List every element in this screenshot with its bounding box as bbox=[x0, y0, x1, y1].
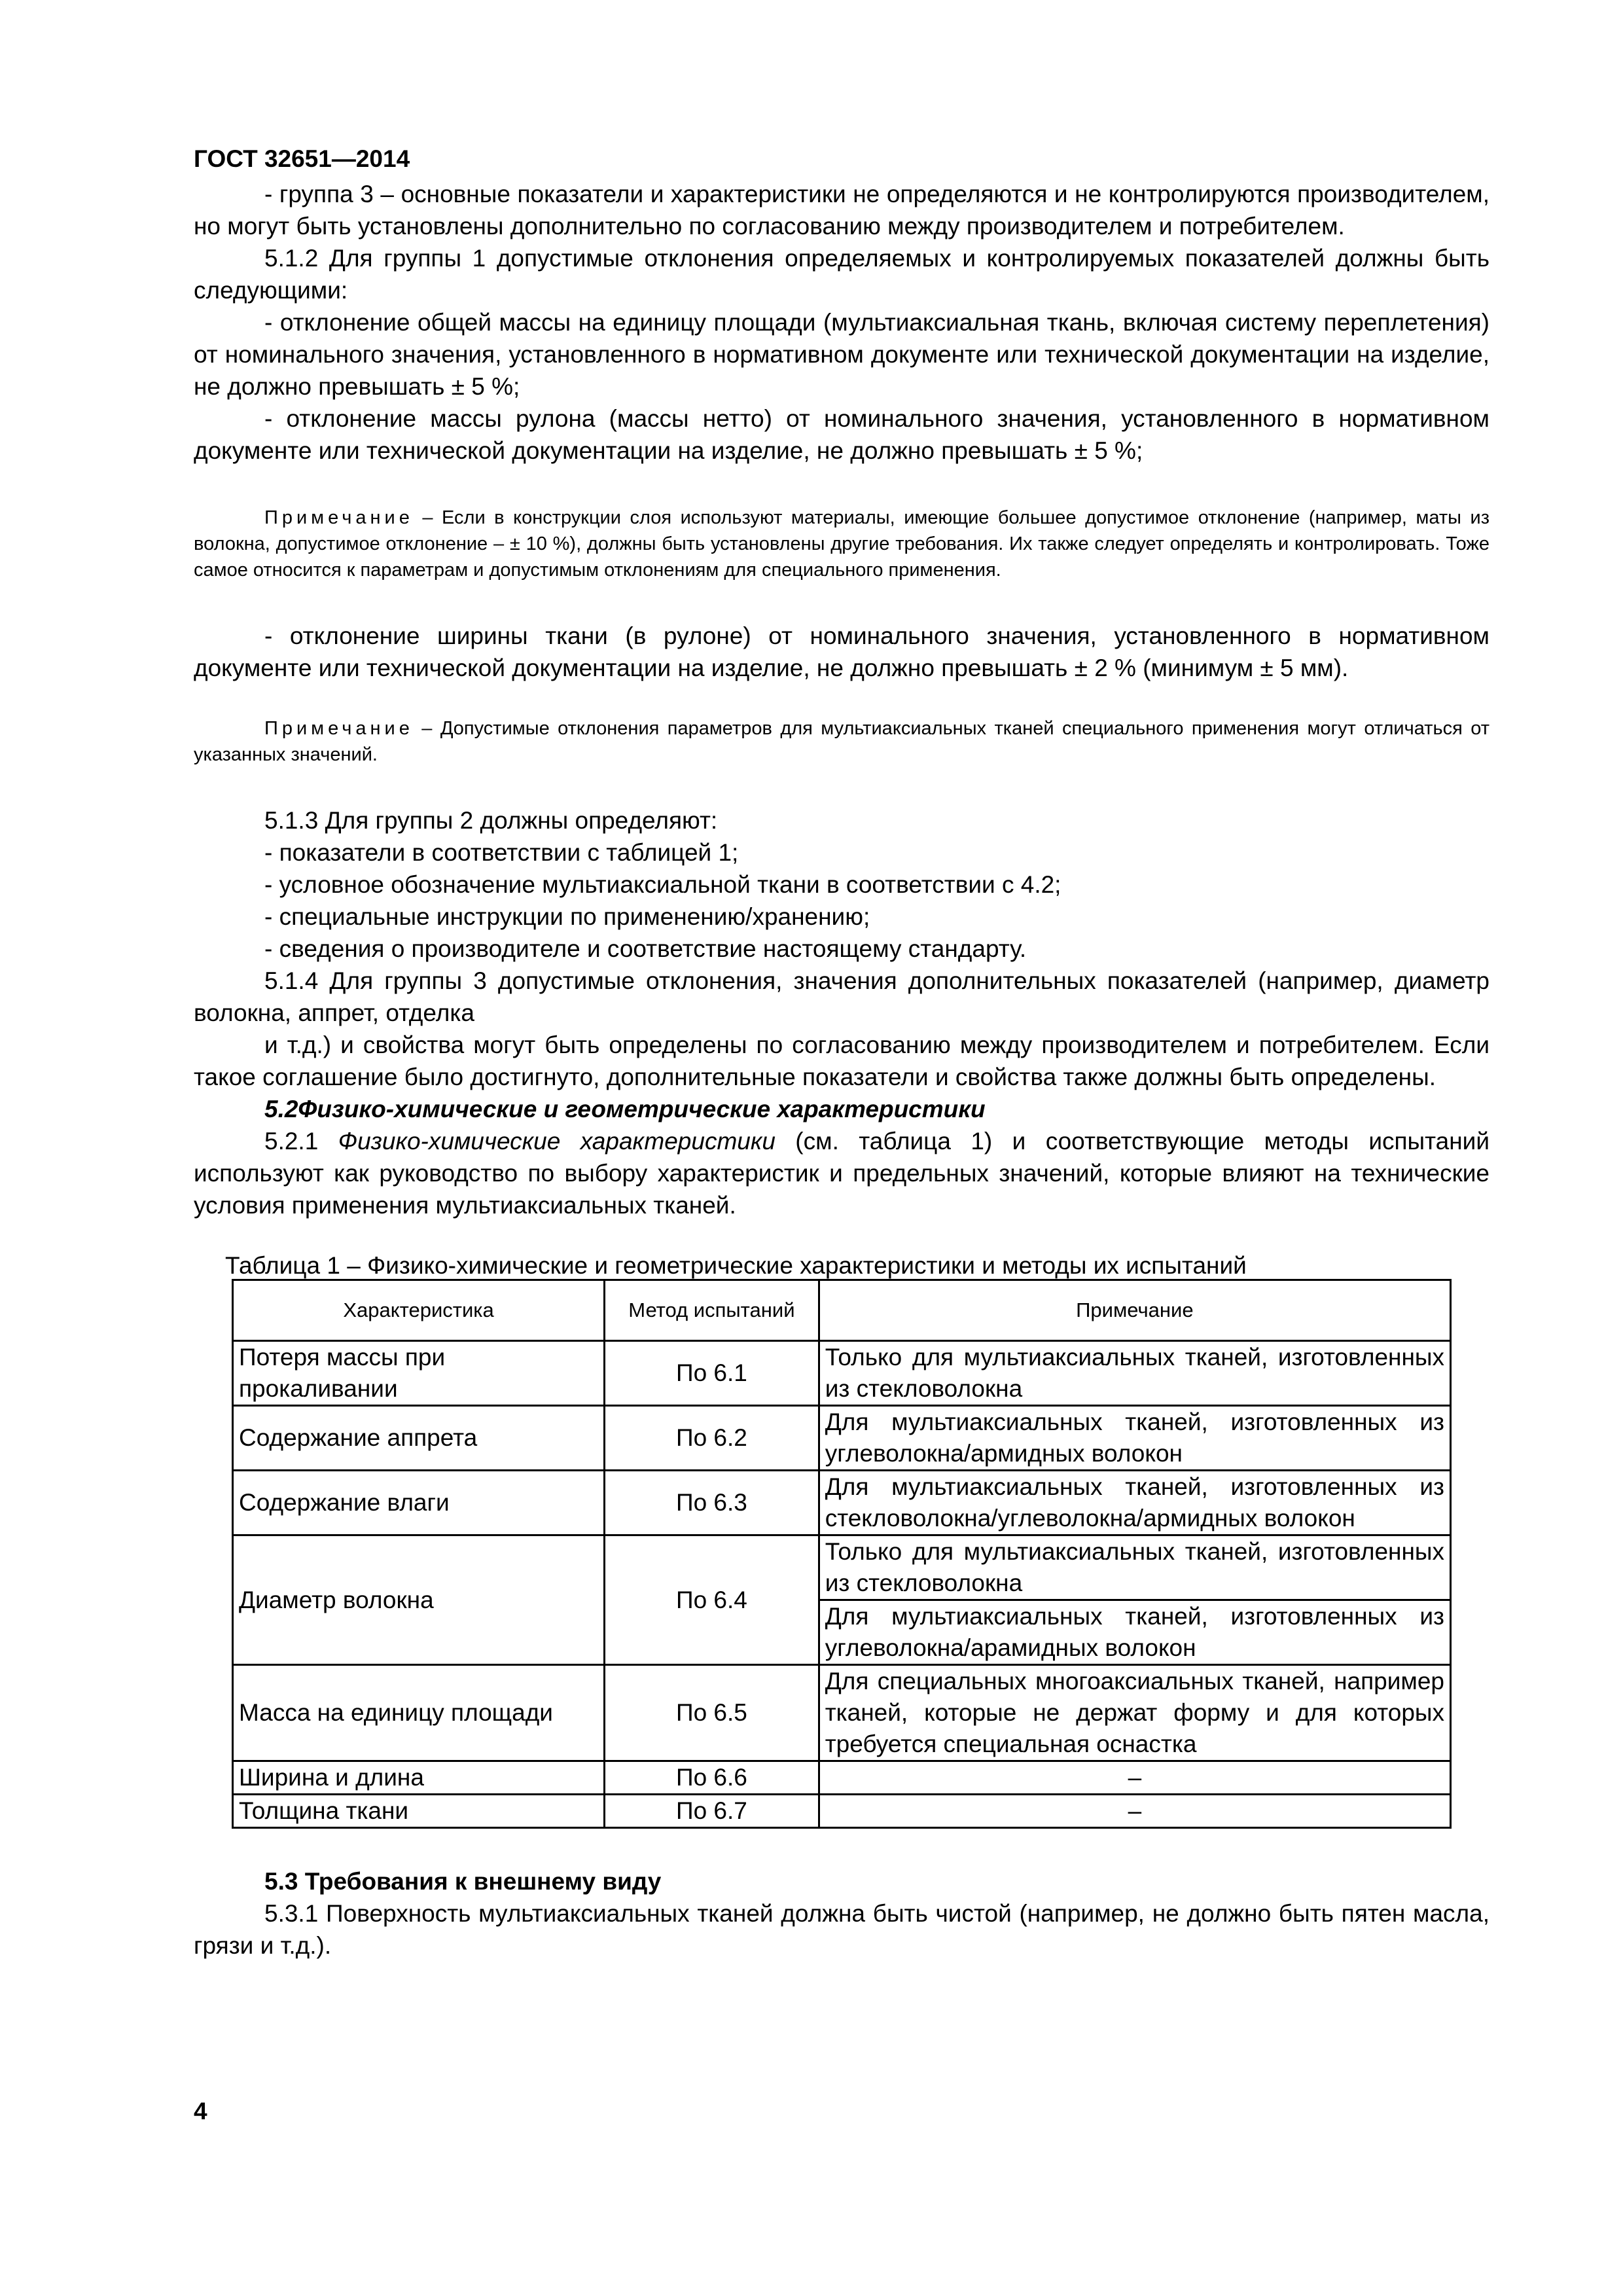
table-cell-note: Для мультиаксиальных тканей, изготовленных из стекловолокна/углеволокна/армидных волокон bbox=[819, 1471, 1450, 1535]
table-cell-note: Только для мультиаксиальных тканей, изготовленных из стекловолокна bbox=[819, 1535, 1450, 1600]
characteristics-table bbox=[232, 1279, 1452, 1829]
table-header-cell: Метод испытаний bbox=[605, 1280, 819, 1341]
list-item: - показатели в соответствии с таблицей 1; bbox=[264, 839, 739, 866]
list-item: - сведения о производителе и соответствие настоящему стандарту. bbox=[264, 935, 1027, 962]
list-item: - специальные инструкции по применению/хранению; bbox=[264, 903, 870, 930]
note-2-label: Примечание bbox=[264, 718, 414, 739]
table-header-cell: Примечание bbox=[819, 1280, 1450, 1341]
table-cell-method: По 6.1 bbox=[605, 1341, 819, 1406]
paragraph-width: - отклонение ширины ткани (в рулоне) от номинального значения, установленного в нормативном документе или технической документации на изделие, не должно превышать ± 2 % (минимум ± 5 мм). bbox=[194, 622, 1489, 681]
note-2-text: – Допустимые отклонения параметров для мультиаксиальных тканей специального применения могут отличаться от указанных значений. bbox=[194, 718, 1489, 765]
paragraph-5-2-1-rest: (см. таблица 1) и соответствующие методы испытаний используют как руководство по выбору характеристик и предельных значений, которые влияют на технические условия применения мультиаксиальных тканей. bbox=[194, 1128, 1489, 1219]
table-cell-method: По 6.6 bbox=[605, 1761, 819, 1795]
table-cell-method: По 6.5 bbox=[605, 1665, 819, 1761]
table-cell-note: – bbox=[819, 1761, 1450, 1795]
table-cell-characteristic: Ширина и длина bbox=[233, 1761, 605, 1795]
table-cell-method: По 6.3 bbox=[605, 1471, 819, 1535]
table-cell-characteristic: Потеря массы при прокаливании bbox=[233, 1341, 605, 1406]
paragraph-mass-area: - отклонение общей массы на единицу площади (мультиаксиальная ткань, включая систему переплетения) от номинального значения, установленного в нормативном документе или технической документации на изделие, не должно превышать ± 5 %; bbox=[194, 309, 1489, 400]
table-cell-characteristic: Диаметр волокна bbox=[233, 1535, 605, 1665]
note-2 bbox=[194, 715, 1489, 768]
document-header: ГОСТ 32651—2014 bbox=[194, 145, 410, 172]
table-row bbox=[233, 1406, 1451, 1471]
table-cell-note: – bbox=[819, 1795, 1450, 1828]
paragraph-group3: - группа 3 – основные показатели и характеристики не определяются и не контролируются производителем, но могут быть установлены дополнительно по согласованию между производителем и потребителем. bbox=[194, 181, 1489, 240]
paragraph-5-2-1-italic: Физико-химические характеристики bbox=[338, 1128, 776, 1155]
table-row bbox=[233, 1761, 1451, 1795]
table-cell-method: По 6.4 bbox=[605, 1535, 819, 1665]
document-page bbox=[194, 144, 1489, 1962]
paragraph-5-1-4-a: 5.1.4 Для группы 3 допустимые отклонения, значения дополнительных показателей (например, диаметр волокна, аппрет, отделка bbox=[194, 967, 1489, 1026]
table-cell-characteristic: Содержание аппрета bbox=[233, 1406, 605, 1471]
section-heading-5-3: 5.3 Требования к внешнему виду bbox=[264, 1868, 662, 1895]
table-cell-characteristic: Толщина ткани bbox=[233, 1795, 605, 1828]
table-cell-characteristic: Содержание влаги bbox=[233, 1471, 605, 1535]
page-number: 4 bbox=[194, 2098, 207, 2125]
table-row bbox=[233, 1795, 1451, 1828]
note-1 bbox=[194, 505, 1489, 583]
paragraph-5-1-4-b: и т.д.) и свойства могут быть определены по согласованию между производителем и потребителем. Если такое соглашение было достигнуто, дополнительные показатели и свойства также должны быть определены. bbox=[194, 1031, 1489, 1090]
paragraph-5-1-3: 5.1.3 Для группы 2 должны определяют: bbox=[264, 807, 718, 834]
table-cell-note: Для мультиаксиальных тканей, изготовленных из углеволокна/арамидных волокон bbox=[819, 1600, 1450, 1665]
table-cell-method: По 6.2 bbox=[605, 1406, 819, 1471]
table-cell-characteristic: Масса на единицу площади bbox=[233, 1665, 605, 1761]
list-item: - условное обозначение мультиаксиальной ткани в соответствии с 4.2; bbox=[264, 871, 1061, 898]
section-heading-5-2: 5.2Физико-химические и геометрические характеристики bbox=[264, 1096, 986, 1122]
table-cell-note: Для специальных многоаксиальных тканей, например тканей, которые не держат форму и для которых требуется специальная оснастка bbox=[819, 1665, 1450, 1761]
table-row bbox=[233, 1535, 1451, 1600]
paragraph-5-1-2: 5.1.2 Для группы 1 допустимые отклонения определяемых и контролируемых показателей должны быть следующими: bbox=[194, 245, 1489, 304]
table-cell-note: Для мультиаксиальных тканей, изготовленных из углеволокна/армидных волокон bbox=[819, 1406, 1450, 1471]
table-header-row bbox=[233, 1280, 1451, 1341]
table-row bbox=[233, 1341, 1451, 1406]
table-cell-method: По 6.7 bbox=[605, 1795, 819, 1828]
table-caption: Таблица 1 – Физико-химические и геометрические характеристики и методы их испытаний bbox=[225, 1252, 1247, 1279]
table-cell-note: Только для мультиаксиальных тканей, изготовленных из стекловолокна bbox=[819, 1341, 1450, 1406]
paragraph-5-3-1: 5.3.1 Поверхность мультиаксиальных тканей должна быть чистой (например, не должно быть пятен масла, грязи и т.д.). bbox=[194, 1900, 1489, 1959]
note-1-text: – Если в конструкции слоя используют материалы, имеющие большее допустимое отклонение (например, маты из волокна, допустимое отклонение – ± 10 %), должны быть установлены другие требования. Их также следует определять и контролировать. Тоже самое относится к параметрам и допустимым отклонениям для специального применения. bbox=[194, 507, 1489, 581]
paragraph-mass-roll: - отклонение массы рулона (массы нетто) от номинального значения, установленного в нормативном документе или технической документации на изделие, не должно превышать ± 5 %; bbox=[194, 405, 1489, 464]
note-1-label: Примечание bbox=[264, 507, 414, 528]
table-header-cell: Характеристика bbox=[233, 1280, 605, 1341]
table-row bbox=[233, 1471, 1451, 1535]
paragraph-5-2-1 bbox=[194, 1125, 1489, 1221]
paragraph-5-2-1-num: 5.2.1 bbox=[264, 1128, 338, 1155]
table-row bbox=[233, 1665, 1451, 1761]
